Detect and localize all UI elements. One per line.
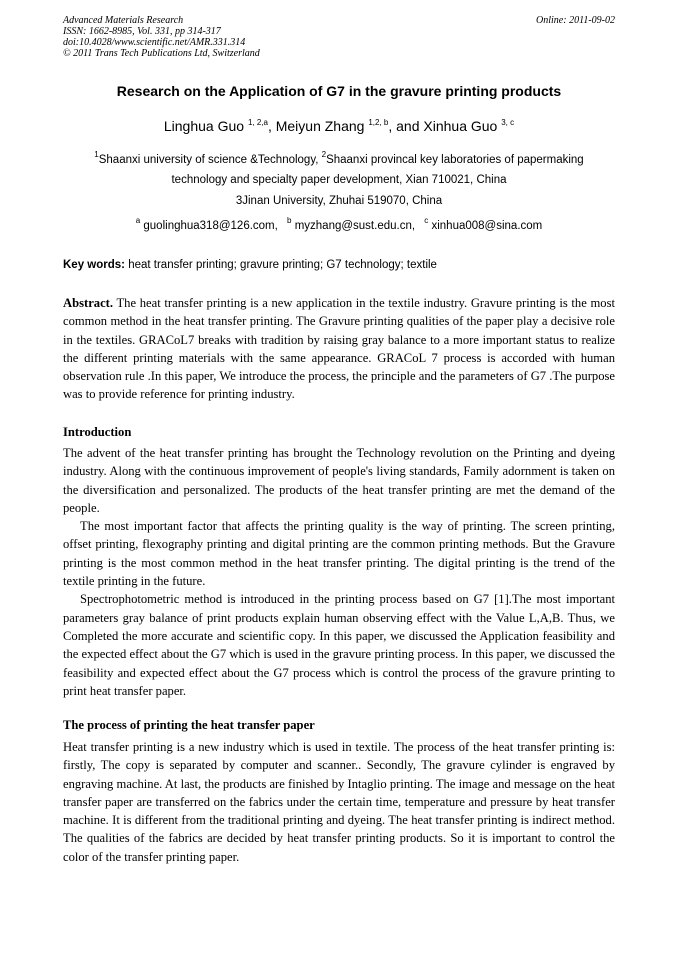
process-body (63, 738, 615, 866)
author-name: Meiyun Zhang (275, 118, 365, 134)
affiliation-line-1 (40, 150, 638, 170)
author-affiliation-mark: 3, c (501, 118, 515, 127)
introduction-paragraph: Spectrophotometric method is introduced in the printing process based on G7 [1].The most important parameters gray balance of print products explain human observing effect with the Value L,A,B. Thus, we Completed the more accurate and scientific copy. In this paper, we discussed the Application feasibility and the expected effect about the G7 which is used in the gravure printing process. In this paper, we discussed the feasibility and expected effect about the G7 process which is control the process of the gravure printing to print heat transfer paper. (63, 592, 615, 698)
online-date: Online: 2011-09-02 (536, 15, 615, 26)
keywords (63, 257, 615, 273)
journal-header (63, 15, 615, 59)
affiliation-mark: 2 (321, 150, 327, 159)
keywords-text: heat transfer printing; gravure printing; G7 technology; textile (125, 259, 437, 271)
author-emails (0, 218, 678, 234)
author-separator: , (267, 118, 276, 134)
email-mark: a (135, 216, 141, 225)
author-name: Linghua Guo (163, 118, 245, 134)
author-list (0, 116, 678, 136)
introduction-heading: Introduction (63, 425, 132, 439)
author-affiliation-mark: 1, 2,a (247, 118, 268, 127)
process-heading: The process of printing the heat transfer paper (63, 718, 315, 732)
journal-name: Advanced Materials Research (63, 15, 184, 26)
introduction-paragraph: The advent of the heat transfer printing has brought the Technology revolution on the Printing and dyeing industry. Along with the continuous improvement of people's living standards, Family adornment is taken on the diversification and personalized. The products of the heat transfer printing are met the demand of the people. (63, 446, 615, 515)
introduction-paragraph: The most important factor that affects the printing quality is the way of printing. The screen printing, offset printing, flexography printing and digital printing are the common printing methods. But the Gravure printing is the most common method in the heat transfer printing. The digital printing is the trend of the textile printing in the future. (63, 519, 615, 589)
keywords-label: Key words: (63, 259, 125, 271)
author-affiliation-mark: 1,2, b (368, 118, 389, 127)
affiliation-1: Shaanxi university of science &Technology, (98, 154, 322, 166)
journal-doi: doi:10.4028/www.scientific.net/AMR.331.314 (63, 37, 246, 48)
email-address[interactable]: xinhua008@sina.com (431, 220, 543, 232)
email-mark: b (287, 216, 292, 225)
email-address[interactable]: guolinghua318@126.com, (143, 220, 278, 232)
paper-title: Research on the Application of G7 in the gravure printing products (116, 83, 562, 99)
affiliation-mark: 1 (94, 150, 99, 159)
abstract (63, 294, 615, 404)
introduction-body (63, 444, 615, 700)
abstract-text: The heat transfer printing is a new application in the textile industry. Gravure printing is the most common method in the heat transfer printing. The Gravure printing qualities of the paper play a decisive role in the textiles. GRACoL7 breaks with tradition by raising gray balance to a more important status to realize the different printing materials with the same appearance. GRACoL 7 process is accorded with human observation rule .In this paper, We introduce the process, the principle and the parameters of G7 .The purpose was to provide reference for printing industry. (63, 296, 615, 402)
author-name: Xinhua Guo (423, 118, 498, 134)
journal-copyright: © 2011 Trans Tech Publications Ltd, Switzerland (63, 48, 260, 59)
affiliation-3: 3Jinan University, Zhuhai 519070, China (235, 195, 443, 207)
author-separator: , and (388, 118, 424, 134)
affiliations (40, 150, 638, 190)
email-address[interactable]: myzhang@sust.edu.cn, (294, 220, 416, 232)
journal-issn: ISSN: 1662-8985, Vol. 331, pp 314-317 (63, 26, 221, 37)
abstract-label: Abstract. (63, 296, 114, 310)
email-mark: c (424, 216, 429, 225)
affiliation-2-continued: technology and specialty paper development, Xian 710021, China (171, 174, 507, 186)
affiliation-2: Shaanxi provincal key laboratories of papermaking (326, 154, 584, 166)
process-paragraph: Heat transfer printing is a new industry which is used in textile. The process of the heat transfer printing is: firstly, The copy is separated by computer and scanner.. Secondly, The gravure cylinder is engraved by engraving machine. At last, the products are finished by Intaglio printing. The image and message on the heat transfer paper are transferred on the fabrics under the certain time, temperature and pressure by heat transfer machine. It is different from the traditional printing and dyeing. The heat transfer printing is indirect method. The qualities of the fabrics are decided by heat transfer printing products. So it is important to control the color of the transfer printing paper. (63, 740, 615, 864)
